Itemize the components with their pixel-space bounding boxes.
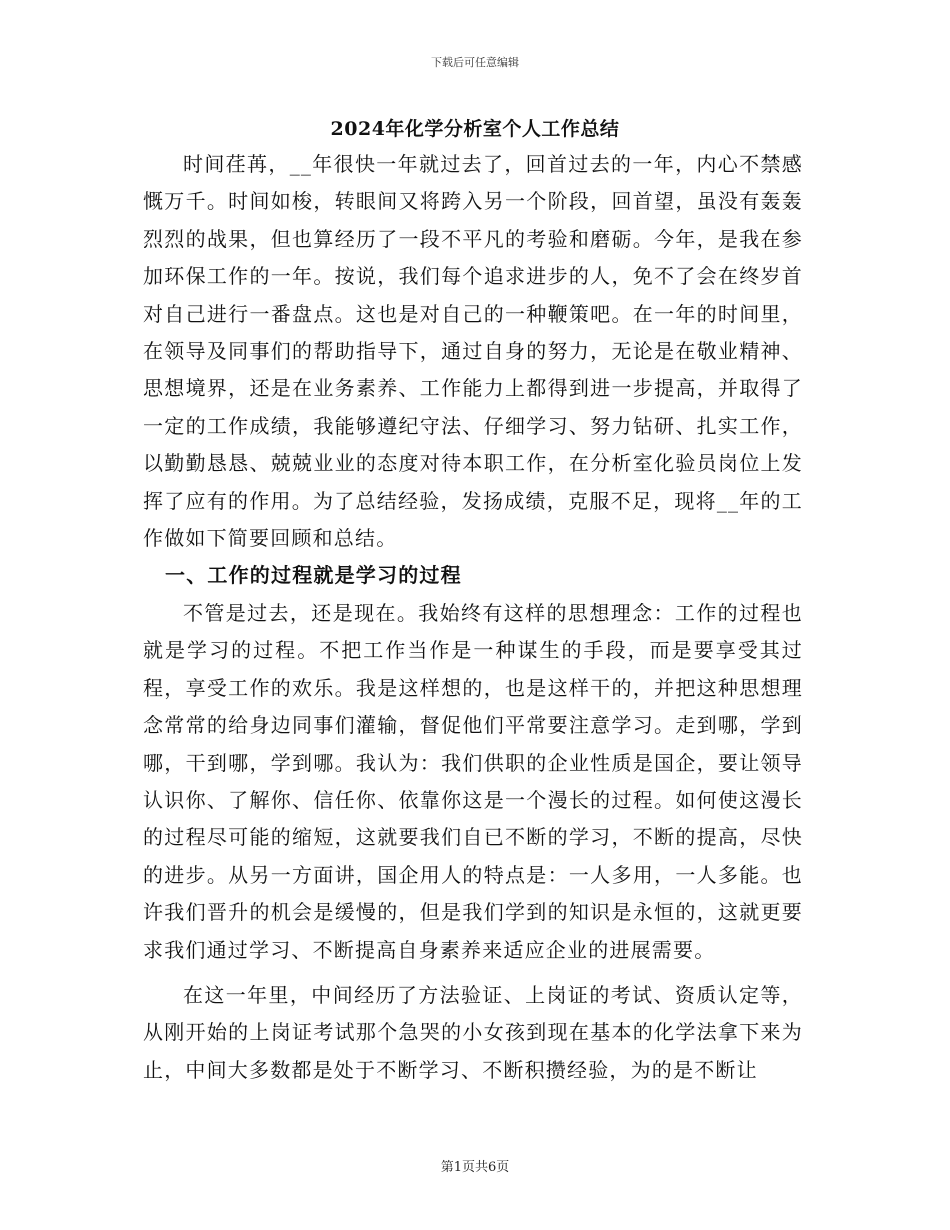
section-heading-1: 一、工作的过程就是学习的过程	[165, 563, 462, 588]
paragraph-intro: 时间荏苒，__年很快一年就过去了，回首过去的一年，内心不禁感慨万千。时间如梭，转眼间又将跨入另一个阶段，回首望，虽没有轰轰烈烈的战果，但也算经历了一段不平凡的考验和磨砺。今年，是我在参加环保工作的一年。按说，我们每个追求进步的人，免不了会在终岁首对自己进行一番盘点。这也是对自己的一种鞭策吧。在一年的时间里，在领导及同事们的帮助指导下，通过自身的努力，无论是在敬业精神、思想境界，还是在业务素养、工作能力上都得到进一步提高，并取得了一定的工作成绩，我能够遵纪守法、仔细学习、努力钻研、扎实工作，以勤勤恳恳、兢兢业业的态度对待本职工作，在分析室化验员岗位上发挥了应有的作用。为了总结经验，发扬成绩，克服不足，现将__年的工作做如下简要回顾和总结。	[143, 152, 803, 551]
header-note: 下载后可任意编辑	[431, 56, 519, 69]
document-body	[143, 146, 803, 1089]
paragraph-learning: 不管是过去，还是现在。我始终有这样的思想理念：工作的过程也就是学习的过程。不把工作当作是一种谋生的手段，而是要享受其过程，享受工作的欢乐。我是这样想的，也是这样干的，并把这种思想理念常常的给身边同事们灌输，督促他们平常要注意学习。走到哪，学到哪，干到哪，学到哪。我认为：我们供职的企业性质是国企，要让领导认识你、了解你、信任你、依靠你这是一个漫长的过程。如何使这漫长的过程尽可能的缩短，这就要我们自已不断的学习，不断的提高，尽快的进步。从另一方面讲，国企用人的特点是：一人多用，一人多能。也许我们晋升的机会是缓慢的，但是我们学到的知识是永恒的，这就更要求我们通过学习、不断提高自身素养来适应企业的进展需要。	[143, 600, 803, 962]
paragraph-year-review: 在这一年里，中间经历了方法验证、上岗证的考试、资质认定等，从刚开始的上岗证考试那个急哭的小女孩到现在基本的化学法拿下来为止，中间大多数都是处于不断学习、不断积攒经验，为的是不断让	[143, 982, 803, 1082]
page-number: 第1页共6页	[440, 1160, 510, 1175]
document-title: 2024年化学分析室个人工作总结	[330, 118, 620, 140]
